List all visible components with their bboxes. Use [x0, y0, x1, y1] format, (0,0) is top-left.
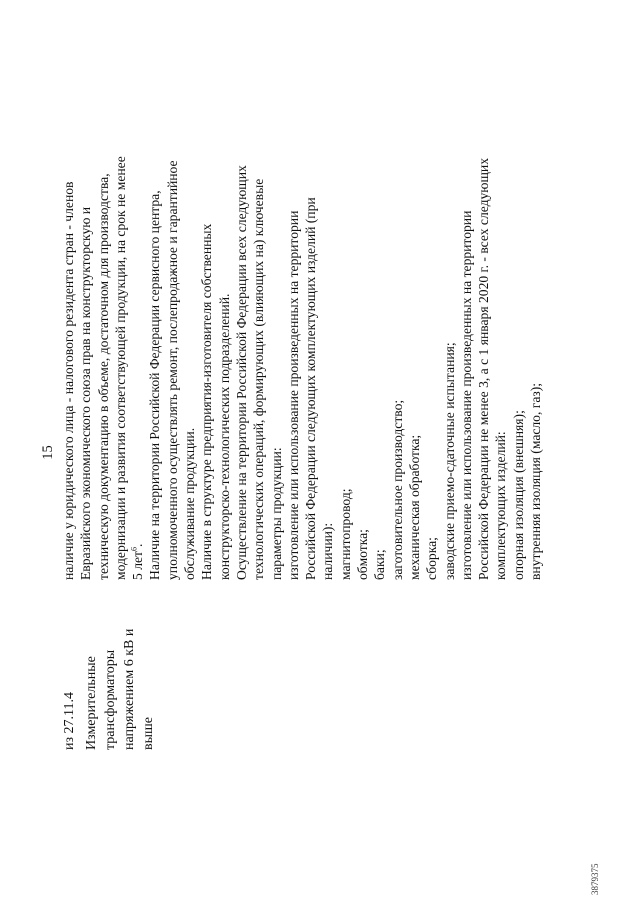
- requirement-line: конструкторско-технологических подразделений.: [216, 293, 232, 580]
- requirement-line: изготовление или использование произведенных на территории: [285, 210, 301, 580]
- requirement-line: комплектующих изделий:: [493, 431, 509, 580]
- requirement-line: параметры продукции:: [268, 447, 284, 580]
- requirement-line: наличии):: [320, 522, 336, 580]
- requirement-line: опорная изоляция (внешняя);: [510, 410, 526, 580]
- product-name-line: выше: [141, 716, 156, 750]
- requirement-line: сборка;: [424, 537, 440, 580]
- page-number: 15: [40, 445, 56, 460]
- requirement-line: магнитопровод;: [337, 488, 353, 580]
- product-name-line: напряжением 6 кВ и: [122, 628, 137, 750]
- requirement-line: изготовление или использование произведенных на территории: [458, 210, 474, 580]
- requirement-line: модернизации и развития соответствующей продукции, на срок не менее: [112, 156, 128, 580]
- product-name: [82, 600, 158, 750]
- document-id: 3879375: [590, 863, 600, 895]
- requirement-line: Наличие в структуре предприятия-изготовителя собственных: [199, 223, 215, 580]
- requirement-line: заготовительное производство;: [389, 399, 405, 580]
- okpd-code: из 27.11.4: [62, 691, 77, 750]
- requirement-line: наличие у юридического лица - налогового резидента стран - членов: [61, 181, 76, 580]
- requirement-line-text: 5 лет: [130, 551, 146, 580]
- requirement-line: Осуществление на территории Российской Федерации всех следующих: [233, 165, 249, 580]
- footnote-mark: 6: [129, 547, 139, 552]
- requirement-line: Наличие на территории Российской Федерации сервисного центра,: [147, 190, 163, 580]
- product-name-line: Измерительные: [84, 656, 99, 750]
- requirements-text: [60, 20, 544, 580]
- requirement-line-with-footnote: 5 лет$^6$.: [129, 543, 146, 580]
- requirement-line: обмотка;: [355, 529, 371, 580]
- requirement-line: Евразийского экономического союза прав на конструкторскую и: [78, 206, 94, 580]
- requirement-line: баки;: [372, 549, 388, 580]
- requirement-line: технологических операций, формирующих (влияющих на) ключевые: [251, 178, 267, 580]
- requirement-line: внутренняя изоляция (масло, газ);: [528, 382, 544, 580]
- product-name-line: трансформаторы: [103, 649, 118, 750]
- requirement-line: механическая обработка;: [406, 434, 422, 580]
- requirement-line: Российской Федерации не менее 3, а с 1 января 2020 г. - всех следующих: [476, 158, 492, 580]
- requirement-line: техническую документацию в объеме, достаточном для производства,: [95, 173, 111, 580]
- requirement-line: обслуживание продукции.: [182, 427, 198, 580]
- requirement-line: заводские приемо-сдаточные испытания;: [441, 342, 457, 580]
- requirement-line: уполномоченного осуществлять ремонт, послепродажное и гарантийное: [164, 160, 180, 580]
- requirement-line: Российской Федерации следующих комплектующих изделий (при: [303, 197, 319, 580]
